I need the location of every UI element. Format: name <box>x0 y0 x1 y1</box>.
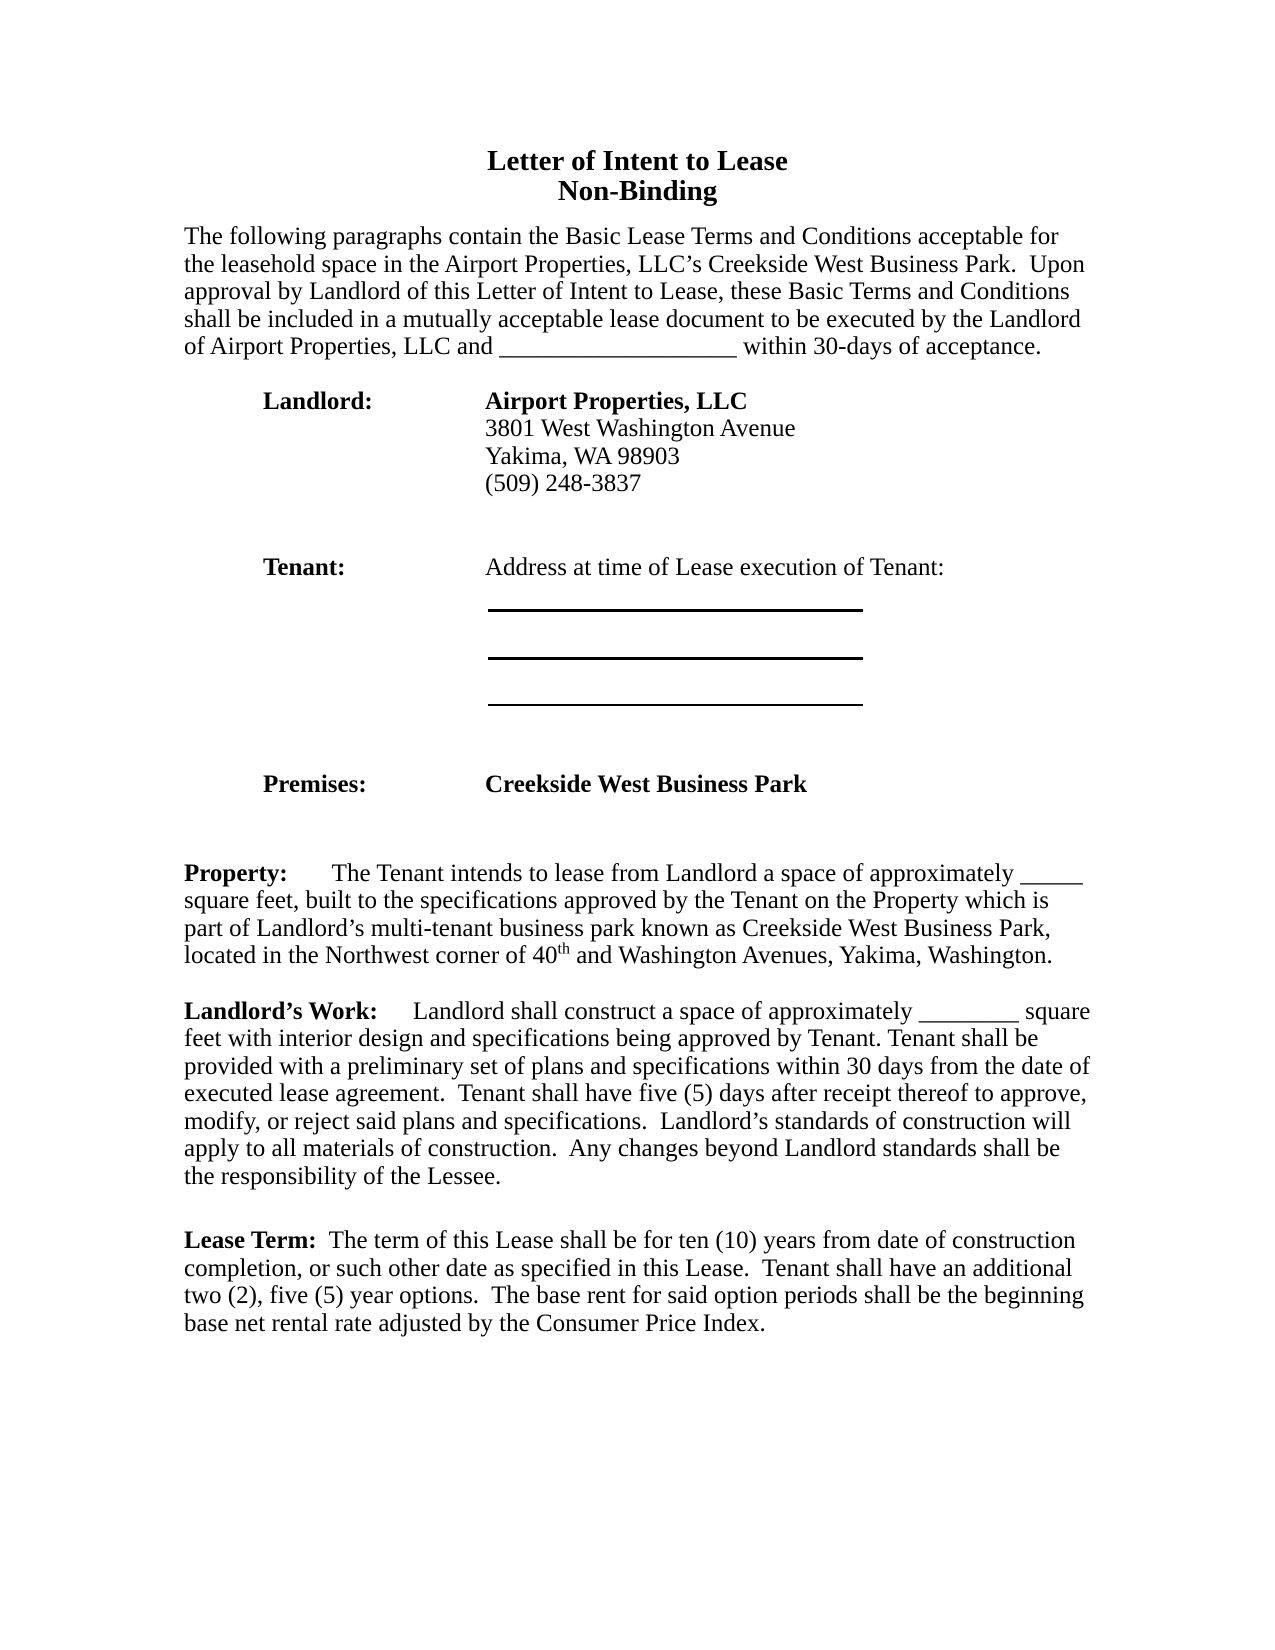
tenant-address-blank-line-1 <box>488 609 863 612</box>
intro-text: The following paragraphs contain the Basic Lease Terms and Conditions acceptable for the leasehold space in the Airport Properties, LLC’s Creekside West Business Park. Upon approval by Landlord of this Letter of Intent to Lease, these Basic Terms and Conditions shall be included in a mutually acceptable lease document to be executed by the Landlord of Airport Properties, LLC and <box>184 223 1092 360</box>
ordinal-superscript: th <box>557 940 570 958</box>
tenant-address-blank-line-2 <box>488 657 863 660</box>
landlords-work-text: Landlord shall construct a space of approximately <box>412 997 919 1025</box>
tab-spacer <box>378 1018 413 1019</box>
tenant-details <box>485 554 1091 582</box>
premises-section <box>263 771 1091 799</box>
square-footage-blank: _____ <box>1020 859 1083 887</box>
landlords-work-label: Landlord’s Work: <box>184 997 378 1025</box>
property-text-after: and Washington Avenues, Yakima, Washington. <box>569 942 1053 969</box>
lease-term-paragraph <box>184 1227 1091 1337</box>
property-paragraph <box>184 860 1091 970</box>
landlord-address: 3801 West Washington Avenue <box>485 415 796 442</box>
title-line-2: Non-Binding <box>557 175 718 207</box>
landlord-city-state-zip: Yakima, WA 98903 <box>485 442 680 470</box>
lease-term-text: The term of this Lease shall be for ten (10) years from date of construction completion, or such other date as specified in this Lease. Tenant shall have an additional two (2), five (5) year options. The base rent for said option periods shall be the beginning base net rental rate adjusted by the Consumer Price Index. <box>184 1227 1091 1337</box>
intro-text-after: within 30-days of acceptance. <box>736 333 1042 360</box>
landlord-phone: (509) 248-3837 <box>485 470 642 497</box>
premises-value: Creekside West Business Park <box>485 771 808 798</box>
landlords-work-text-after: square feet with interior design and specifications being approved by Tenant. Tenant shall be provided with a preliminary set of plans and specifications within 30 days from the date of executed lease agreement. Tenant shall have five (5) days after receipt thereof to approve, modify, or reject said plans and specifications. Landlord’s standards of construction will apply to all materials of construction. Any changes beyond Landlord standards shall be the responsibility of the Lessee. <box>184 997 1097 1190</box>
tenant-label: Tenant: <box>263 553 346 581</box>
tenant-section <box>263 554 1091 582</box>
premises-label: Premises: <box>263 771 367 798</box>
tenant-address-note: Address at time of Lease execution of Tenant: <box>485 553 945 581</box>
property-text: The Tenant intends to lease from Landlord a space of approximately <box>331 859 1021 887</box>
lease-term-label: Lease Term: <box>184 1227 317 1254</box>
title-line-1: Letter of Intent to Lease <box>487 145 788 177</box>
property-text-mid: square feet, built to the specifications approved by the Tenant on the Property which is part of Landlord’s multi-tenant business park known as Creekside West Business Park, located in the Northwest corner of 40 <box>184 859 1089 969</box>
landlord-details <box>485 388 1091 498</box>
landlords-work-paragraph <box>184 997 1097 1191</box>
property-label: Property: <box>184 859 288 887</box>
landlord-name: Airport Properties, LLC <box>485 387 748 415</box>
landlord-section <box>263 388 1091 498</box>
tab-spacer <box>288 880 332 881</box>
document-title <box>184 146 1091 206</box>
intro-paragraph <box>184 223 1091 361</box>
construct-square-footage-blank: ________ <box>918 997 1019 1025</box>
landlord-label: Landlord: <box>263 387 373 415</box>
tenant-name-blank: ___________________ <box>499 333 737 360</box>
tenant-address-blank-line-3 <box>488 704 863 706</box>
